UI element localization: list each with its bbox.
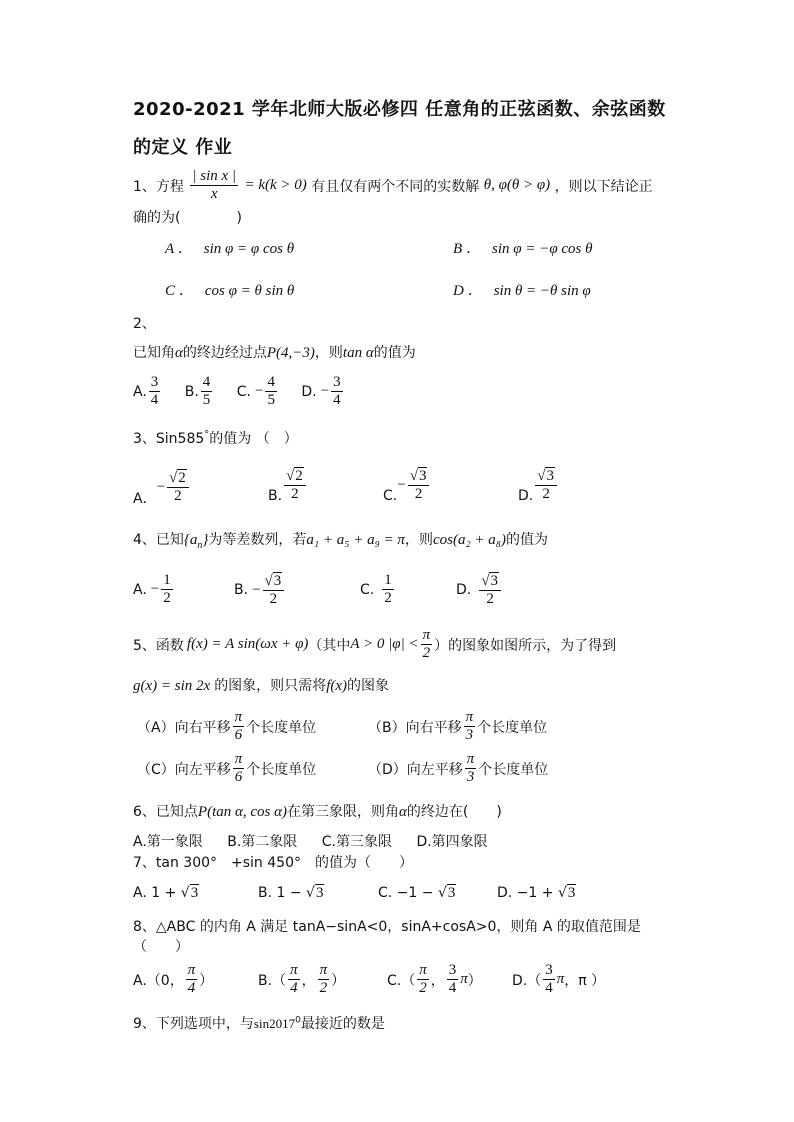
q2-alpha: α (175, 345, 183, 361)
question-2 (133, 342, 416, 362)
q3-b-rad: 2 (295, 468, 303, 484)
q7-option-b[interactable]: B. 1 − √3 (258, 885, 324, 901)
q8-a-den: 4 (187, 980, 196, 996)
q6-options (133, 831, 488, 851)
q8-b-pre: B.（ (258, 972, 287, 989)
q3-option-c-sign: − (397, 476, 406, 493)
q7-option-c[interactable]: C. −1 − √3 (378, 885, 456, 901)
q1-option-a-label: A ． (165, 241, 193, 257)
q4-seq-sub: n (197, 539, 203, 551)
page-title: 2020-2021 学年北师大版必修四 任意角的正弦函数、余弦函数 (133, 99, 666, 120)
question-1 (133, 168, 653, 203)
question-3 (133, 428, 298, 448)
q5-option-b-label: （B）向右平移 (368, 719, 462, 736)
question-9 (133, 1013, 385, 1033)
q6-option-b[interactable]: B.第二象限 (227, 834, 298, 850)
q5-a-tail: 个长度单位 (246, 719, 317, 736)
q1-option-c[interactable] (165, 279, 294, 300)
q8-b-den2: 2 (319, 980, 328, 996)
q8-d-post: ，π ） (564, 972, 606, 989)
q8-b-den1: 4 (290, 980, 298, 996)
q8-d-pre: D.（ (512, 972, 542, 989)
q3-c-den: 2 (414, 486, 423, 502)
q6-c: 的终边在( ) (406, 804, 502, 820)
q1-fraction (190, 168, 238, 203)
q2-d-den: 4 (333, 392, 341, 408)
q4-a: 4、已知 (133, 532, 184, 548)
q9-expr: sin2017 (253, 1016, 296, 1031)
q7-b-rad: 3 (315, 885, 324, 901)
q9-sup: 0 (295, 1015, 301, 1026)
q2-option-c-label: C. (236, 383, 251, 400)
q4-option-a-label: A. (133, 581, 147, 598)
q4-seq-close: } (202, 532, 209, 548)
q5-c-tail: 个长度单位 (246, 761, 317, 778)
q5-c-num: π (234, 751, 243, 767)
q5-option-b[interactable] (368, 709, 547, 744)
q8-b-post: ） (331, 972, 346, 989)
q8-a-post: ） (199, 972, 214, 989)
q1-option-b-label: B ． (453, 241, 481, 257)
q4-c-num: 1 (384, 572, 392, 588)
q2-option-d-label: D. (301, 383, 317, 400)
q2-a-num: 3 (150, 374, 159, 390)
q6-alpha: α (398, 804, 407, 820)
q5-b-den: 3 (465, 727, 474, 743)
q6-a: 6、已知点 (133, 804, 198, 820)
q2-b-num: 4 (202, 374, 211, 390)
q5-option-a-label: （A）向右平移 (137, 719, 231, 736)
q1-option-a[interactable] (165, 237, 294, 258)
q4-option-a[interactable] (133, 572, 175, 607)
q5-b-tail: 个长度单位 (477, 719, 548, 736)
q4-expr: cos(a₂ + a₈) (432, 532, 506, 548)
q8-c-den1: 2 (419, 980, 427, 996)
q8-option-a[interactable] (133, 962, 213, 997)
q5-c: ）的图象如图所示，为了得到 (434, 637, 617, 654)
q8-a-num: π (187, 962, 196, 978)
q4-c: ，则 (404, 532, 433, 548)
q2-number: 2、 (133, 316, 156, 332)
q5-d-num: π (466, 751, 475, 767)
q8-option-c[interactable]: C.（ $\frac{\pi}{2}$ ， $\frac{3}{4}$ π） (387, 962, 482, 996)
q2-option-d-sign: − (320, 383, 330, 399)
q2-option-c-sign: − (254, 383, 264, 399)
question-5 (133, 627, 616, 662)
q4-b-rad: 3 (273, 573, 282, 589)
q4-option-c[interactable] (360, 572, 396, 607)
q2-b-den: 5 (202, 392, 211, 408)
q7-d-rad: 3 (567, 885, 576, 901)
q2-c: ，则 (314, 345, 343, 361)
q6-b: 在第三象限，则角 (286, 804, 399, 820)
q4-option-a-sign: − (150, 581, 160, 597)
q3-option-a-label: A． (133, 491, 157, 507)
q5-option-c-label: （C）向左平移 (137, 761, 231, 778)
q5-d: 的图象，则只需将 (214, 678, 327, 694)
q1-frac-num: | sin x | (192, 168, 237, 184)
q2-option-d[interactable] (301, 374, 344, 408)
q4-option-d[interactable]: D. $\frac{√3}{2}$ (456, 572, 503, 608)
q3-b-den: 2 (291, 486, 299, 502)
q4-d-rad: 3 (490, 573, 498, 589)
q5-g: g(x) = sin 2x (133, 678, 211, 694)
q2-option-a[interactable] (133, 374, 162, 408)
q9-a: 9、下列选项中，与 (133, 1016, 254, 1032)
q5-cond: A > 0 |φ| < (350, 636, 419, 652)
q2-option-c[interactable] (236, 374, 279, 408)
q2-option-a-label: A. (133, 383, 147, 400)
q4-a-den: 2 (163, 590, 171, 606)
question-8: 8、△ABC 的内角 A 满足 tanA−sinA<0，sinA+cosA>0，则角 A 的取值范围是 (133, 919, 641, 935)
q5-a-den: 6 (234, 727, 243, 743)
q5-d-tail: 个长度单位 (478, 761, 549, 778)
q5-c-den: 6 (234, 769, 243, 785)
q7-b-label: B. 1 − (258, 885, 302, 901)
q1-line2: 确的为( ) (133, 210, 242, 226)
q1-option-a-expr: sin φ = φ cos θ (203, 241, 295, 257)
q1-option-c-expr: cos φ = θ sin θ (204, 283, 295, 299)
q7-a-label: A. 1 + (133, 885, 177, 901)
q4-option-c-label: C. (360, 581, 375, 598)
q1-option-d-label: D ． (453, 283, 483, 299)
q4-a-num: 1 (163, 572, 171, 588)
q1-eq: = k(k > 0) (244, 177, 307, 193)
q5-option-d-label: （D）向左平移 (368, 761, 463, 778)
q5-cond-den: 2 (422, 645, 431, 661)
page-title-cont: 的定义 作业 (133, 137, 233, 158)
q4-seq: {a (183, 532, 198, 548)
q6-option-d[interactable]: D.第四象限 (416, 834, 488, 850)
q8-d-num: 3 (545, 962, 553, 978)
q5-b: （其中 (308, 637, 351, 654)
q8-c-pre: C.（ (387, 972, 416, 989)
q3-d-den: 2 (542, 486, 550, 502)
q2-option-b[interactable] (184, 374, 215, 408)
q8-b-num1: π (290, 962, 298, 978)
q2-d-num: 3 (333, 374, 341, 390)
question-4 (133, 529, 548, 551)
q4-option-b[interactable]: B. − $\frac{√3}{2}$ (234, 572, 286, 608)
q6-point: P(tan α, cos α) (197, 804, 287, 820)
q8-c-num2: 3 (448, 962, 457, 978)
q7-c-label: C. −1 − (378, 885, 434, 901)
q2-options (133, 374, 345, 409)
q8-line2: （ ） (133, 939, 189, 955)
q1-option-c-label: C ． (165, 283, 194, 299)
q7-c-rad: 3 (447, 885, 456, 901)
q4-option-b-label: B. (234, 582, 249, 598)
q2-b: 的终边经过点 (182, 345, 267, 361)
q1-prefix: 1、方程 (133, 178, 184, 195)
question-7: 7、tan 300° +sin 450° 的值为（ ） (133, 855, 413, 871)
q1-option-b[interactable] (453, 237, 592, 258)
q2-d: 的值为 (373, 345, 416, 361)
q5-d-den: 3 (466, 769, 475, 785)
q4-d-den: 2 (486, 591, 494, 607)
q2-point: P(4,−3) (266, 345, 315, 361)
q1-mid: 有且仅有两个不同的实数解 (311, 178, 480, 195)
q6-option-c[interactable]: C.第三象限 (321, 834, 392, 850)
q5-fx: f(x) (326, 678, 348, 694)
q4-c-den: 2 (384, 590, 392, 606)
q5-option-d[interactable] (368, 751, 548, 786)
q7-a-rad: 3 (190, 885, 199, 901)
q8-a-pre: A.（0， (133, 972, 184, 989)
q4-cond: a₁ + a₅ + a₉ = π (306, 532, 405, 548)
q5-line2 (133, 675, 389, 695)
q2-c-den: 5 (267, 392, 275, 408)
q3-option-c-label: C. (383, 488, 398, 504)
q3-option-b[interactable]: B. $\frac{√2}{2}$ (268, 466, 308, 504)
q5-a: 5、函数 (133, 637, 184, 654)
q8-b-num2: π (319, 962, 328, 978)
q3-option-d[interactable]: D. $\frac{√3}{2}$ (518, 466, 559, 504)
q5-b-num: π (465, 709, 474, 725)
q3-c-rad: 3 (418, 468, 427, 484)
q5-cond-num: π (422, 627, 431, 643)
q2-option-b-label: B. (184, 383, 199, 400)
q3-option-a[interactable]: A．− $\frac{√2}{2}$ (133, 466, 191, 508)
q3-option-c[interactable]: C.− $\frac{√3}{2}$ (383, 466, 431, 504)
q4-b: 为等差数列，若 (208, 532, 307, 548)
q4-d: 的值为 (506, 532, 548, 548)
q4-b-den: 2 (269, 591, 278, 607)
q5-func: f(x) = A sin(ωx + φ) (186, 636, 309, 652)
q8-d-pi: π (556, 971, 565, 987)
q8-c-den2: 4 (448, 980, 457, 996)
q1-option-b-expr: sin φ = −φ cos θ (492, 241, 593, 257)
q7-option-a[interactable]: A. 1 + √3 (133, 885, 199, 901)
q1-option-d-expr: sin θ = −θ sin φ (493, 283, 591, 299)
q7-d-label: D. −1 + (497, 885, 554, 901)
q3-option-a-sign: − (156, 478, 166, 495)
q8-c-num1: π (419, 962, 427, 978)
q3-stem: 3、Sin585 (133, 431, 205, 447)
q3-d-rad: 3 (546, 468, 554, 484)
q9-b: 最接近的数是 (300, 1016, 385, 1032)
q5-option-c[interactable] (137, 751, 316, 786)
q3-tail: 的值为 （ ） (209, 431, 298, 447)
q5-option-a[interactable] (137, 709, 316, 744)
q1-option-d[interactable] (453, 279, 591, 300)
q5-a-num: π (234, 709, 243, 725)
q4-option-d-label: D. (456, 582, 472, 598)
q1-sol: θ, φ(θ > φ) (483, 177, 551, 193)
q3-a-den: 2 (174, 488, 182, 504)
q3-option-b-label: B. (268, 488, 283, 504)
q1-frac-den: x (210, 186, 218, 202)
q3-degree: ° (204, 429, 210, 441)
q1-suffix: ，则以下结论正 (554, 178, 653, 195)
q7-option-d[interactable]: D. −1 + √3 (497, 885, 576, 901)
q6-option-a[interactable]: A.第一象限 (133, 834, 203, 850)
q3-a-rad: 2 (178, 470, 186, 486)
q8-c-pi: π (460, 971, 468, 987)
q2-tan: tan α (342, 345, 374, 361)
question-6 (133, 801, 502, 821)
q8-d-den: 4 (545, 980, 553, 996)
q8-c-post: ） (467, 972, 482, 989)
q3-option-d-label: D. (518, 488, 534, 504)
q2-a: 已知角 (133, 345, 175, 361)
q4-option-b-sign: − (252, 581, 261, 598)
q8-option-d[interactable] (512, 962, 605, 997)
q8-option-b[interactable]: B.（ $\frac{\pi}{4}$ ， $\frac{\pi}{2}$ ） (258, 962, 346, 996)
q5-e: 的图象 (347, 678, 390, 694)
q2-a-den: 4 (150, 392, 159, 408)
q2-c-num: 4 (267, 374, 275, 390)
